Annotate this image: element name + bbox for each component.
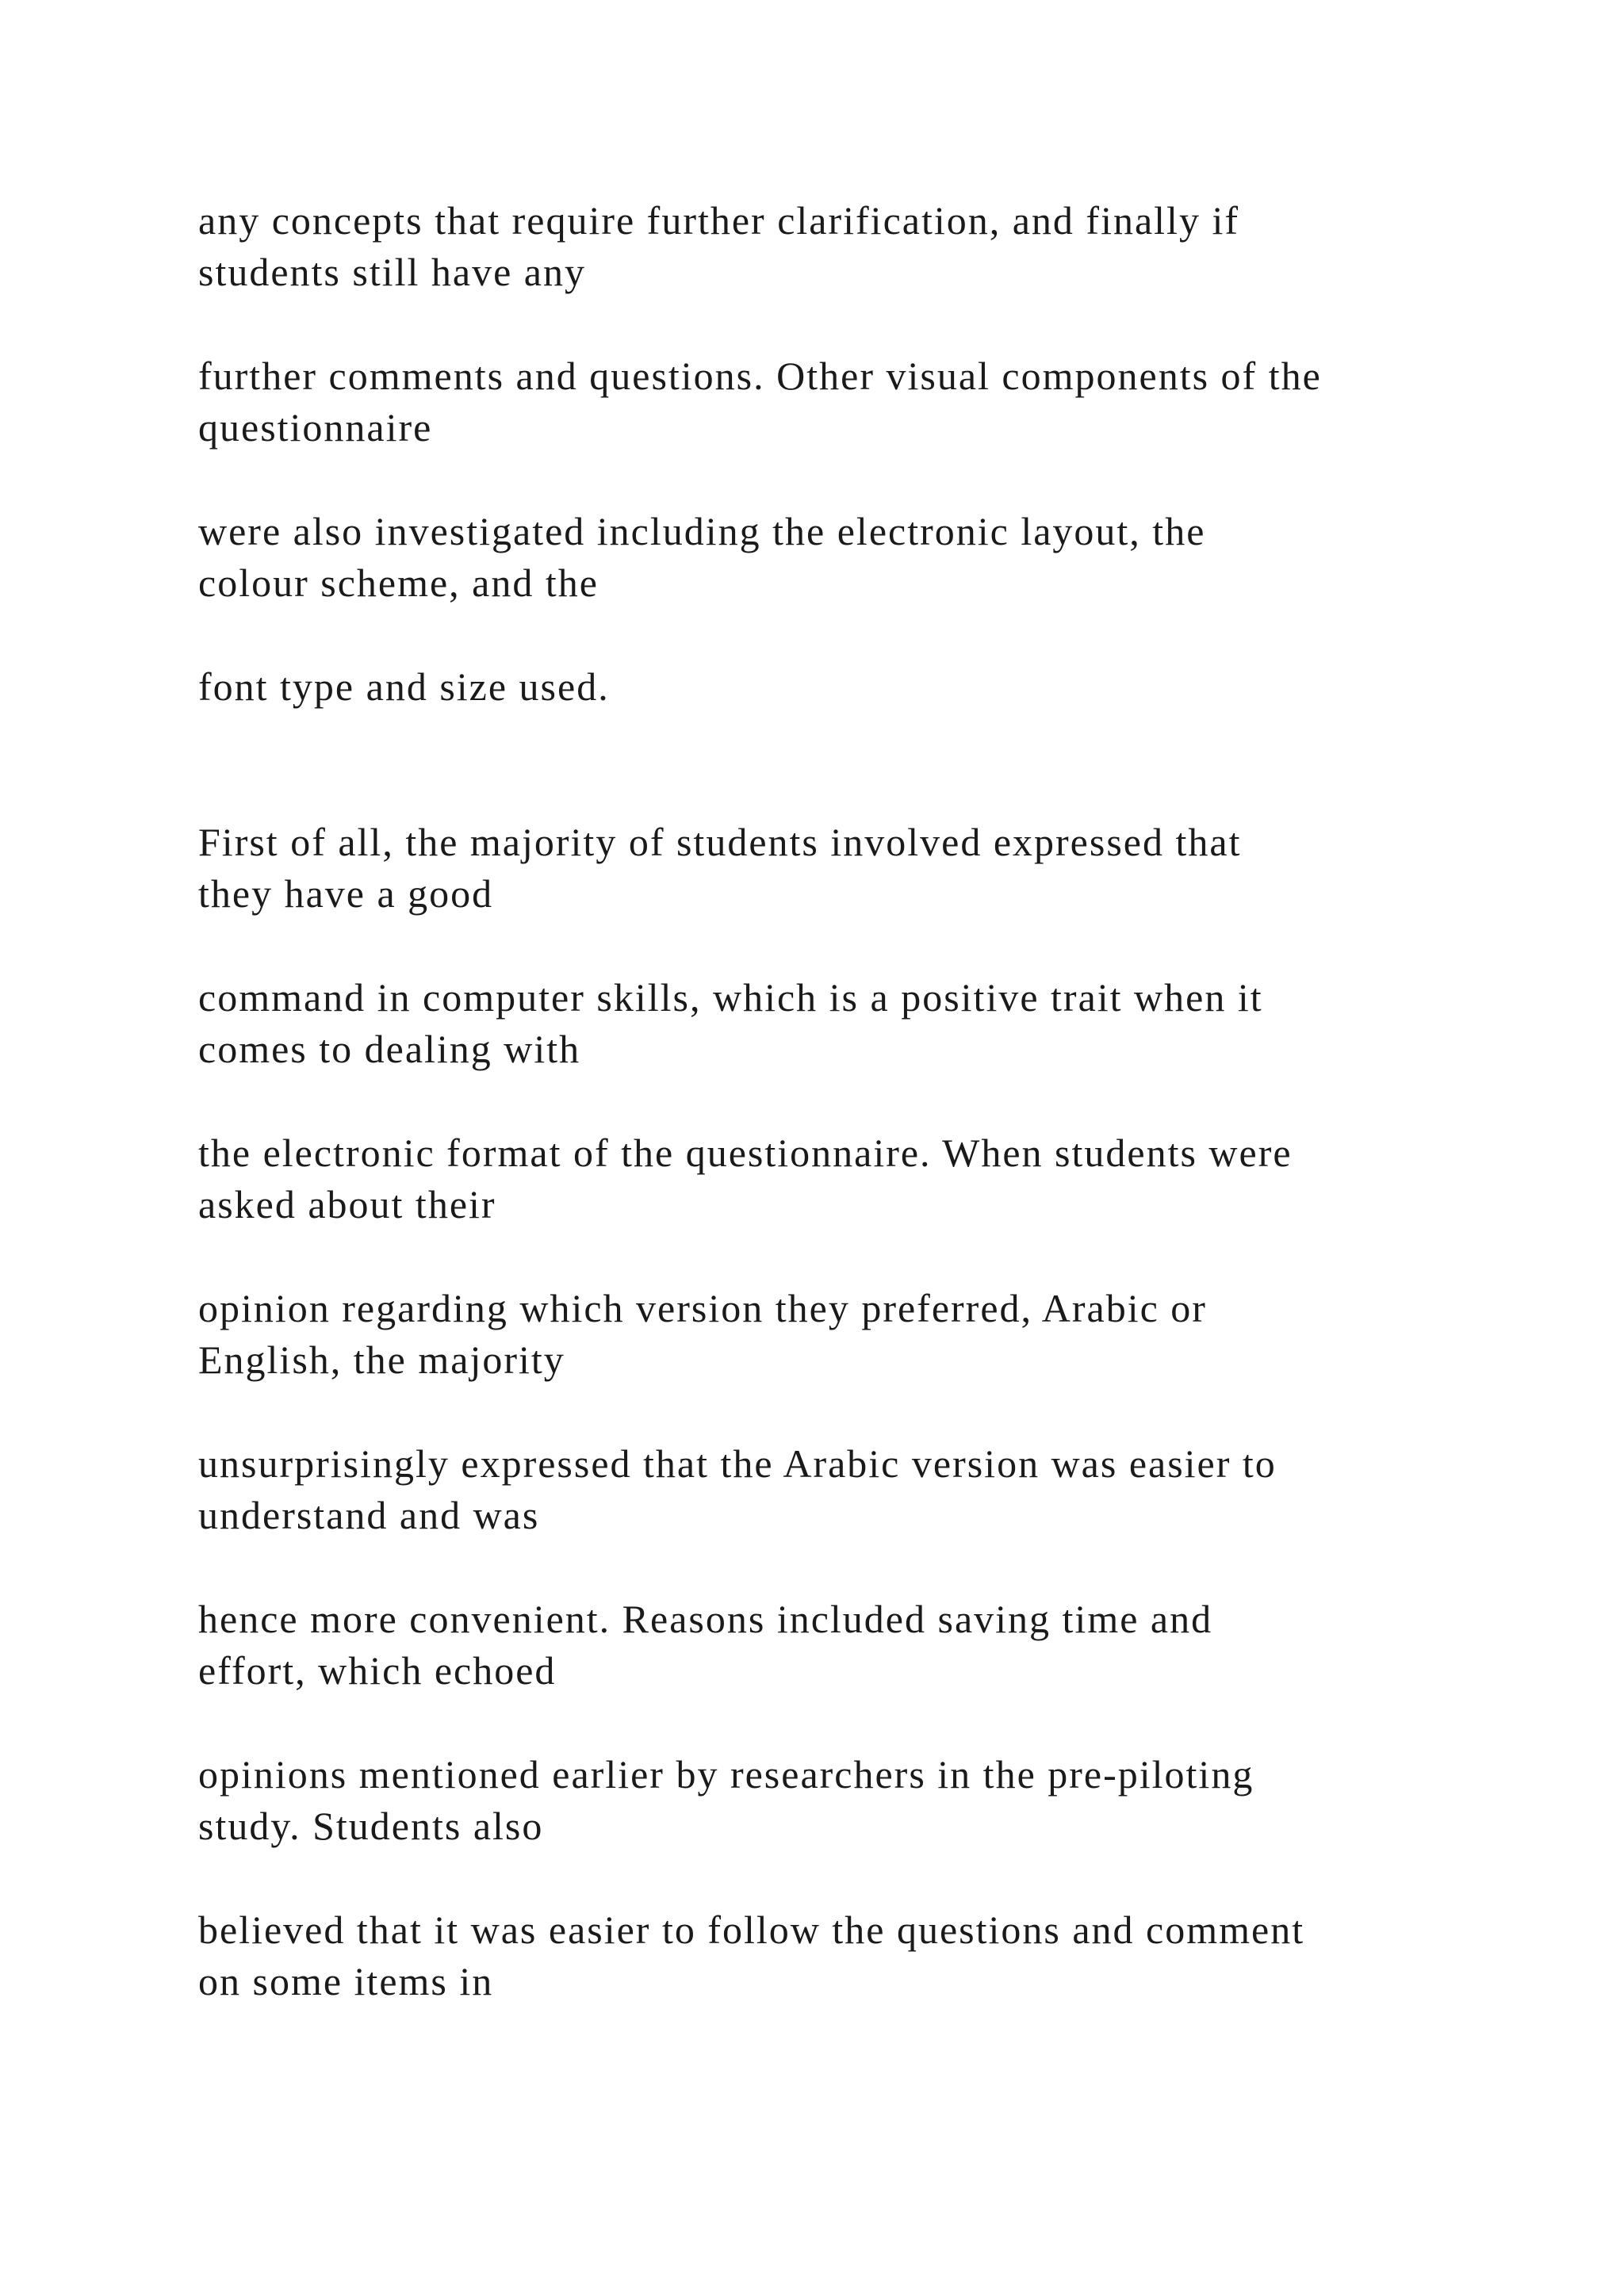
paragraph xyxy=(198,1594,1507,1697)
text-line: questionnaire xyxy=(198,405,433,450)
text-line: English, the majority xyxy=(198,1337,565,1382)
paragraph xyxy=(198,350,1507,453)
paragraph xyxy=(198,972,1507,1075)
paragraph xyxy=(198,195,1507,298)
text-line: were also investigated including the electronic layout, the xyxy=(198,509,1206,553)
paragraph xyxy=(198,506,1507,609)
paragraph xyxy=(198,1127,1507,1230)
text-line: opinions mentioned earlier by researchers in the pre-piloting xyxy=(198,1752,1254,1797)
paragraph xyxy=(198,1438,1507,1541)
paragraph xyxy=(198,1749,1507,1852)
text-line: any concepts that require further clarification, and finally if xyxy=(198,198,1239,243)
document-body xyxy=(198,195,1507,2007)
paragraph xyxy=(198,1904,1507,2007)
text-line: font type and size used. xyxy=(198,664,610,709)
text-line: believed that it was easier to follow the questions and comment xyxy=(198,1908,1305,1952)
text-line: effort, which echoed xyxy=(198,1648,557,1693)
text-line: colour scheme, and the xyxy=(198,561,599,605)
text-line: asked about their xyxy=(198,1182,496,1226)
text-line: understand and was xyxy=(198,1493,540,1537)
text-line: study. Students also xyxy=(198,1804,544,1848)
paragraph xyxy=(198,817,1507,920)
text-line: comes to dealing with xyxy=(198,1027,581,1071)
text-line: students still have any xyxy=(198,250,586,294)
text-line: they have a good xyxy=(198,871,494,916)
text-line: on some items in xyxy=(198,1959,494,2003)
text-line: further comments and questions. Other visual components of the xyxy=(198,354,1322,398)
text-line: command in computer skills, which is a positive trait when it xyxy=(198,975,1263,1020)
text-line: First of all, the majority of students involved expressed that xyxy=(198,820,1242,864)
paragraph xyxy=(198,1283,1507,1386)
text-line: the electronic format of the questionnaire. When students were xyxy=(198,1131,1293,1175)
paragraph xyxy=(198,661,1507,713)
text-line: unsurprisingly expressed that the Arabic version was easier to xyxy=(198,1441,1277,1486)
text-line: opinion regarding which version they preferred, Arabic or xyxy=(198,1286,1207,1330)
text-line: hence more convenient. Reasons included saving time and xyxy=(198,1597,1213,1641)
